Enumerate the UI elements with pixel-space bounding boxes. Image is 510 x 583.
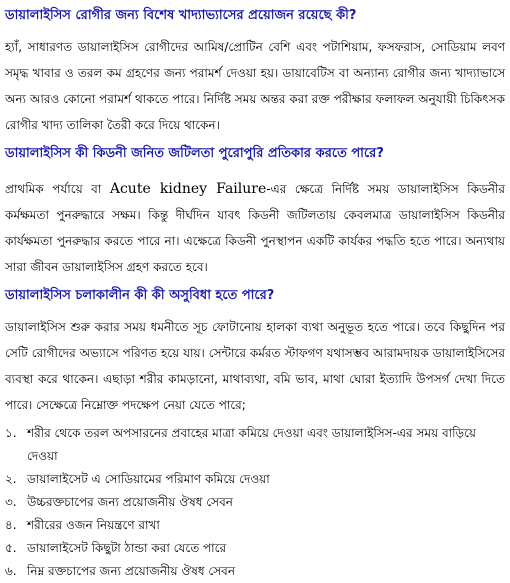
cure-text-end: -এর ক্ষেত্রে নির্দিষ্ট সময় ডায়ালাইসিস কিডনীর কর্মক্ষমতা পুনরুদ্ধারে সক্ষম। কিন্তু দীর্ঘদিন যাবৎ কিডনী জটিলতায় কেবলমাত্র ডায়ালাইসিস কিডনীর কার্যক্ষমতা পুনরুদ্ধার করতে পারে না। এক্ষেত্রে কিডনী পুনস্থাপন একটি কার্যকর পদ্ধতি হতে পারে। অন্যথায় সারা জীবন ডায়ালাইসিস গ্রহণ করতে হবে। [5,182,505,274]
list-item-text: শরীরের ওজন নিয়ন্ত্রণে রাখা [27,518,160,532]
list-item-text: ডায়ালাইসেট কিছুটা ঠান্ডা করা যেতে পারে [27,541,227,555]
remedy-list [5,422,505,583]
list-item-text: ডায়ালাইসেট এ সোডিয়ামের পরিমাণ কমিয়ে দেওয়া [27,472,270,486]
list-item-text: নিম্ন রক্তচাপের জন্য প্রয়োজনীয় ঔষধ সেবন [27,564,236,578]
list-item [5,537,505,560]
section-body-cure [5,176,505,280]
list-item-text: শরীর থেকে তরল অপসারনের প্রবাহের মাত্রা কমিয়ে দেওয়া এবং ডায়ালাইসিস-এর সময় বাড়িয়ে দেওয়া [27,426,477,463]
section-heading-cure: ডায়ালাইসিস কী কিডনী জনিত জটিলতা পুরোপুরি প্রতিকার করতে পারে? [5,146,384,161]
list-item-number: ২. [5,472,17,486]
section-heading-problems: ডায়ালাইসিস চলাকালীন কী কী অসুবিধা হতে পারে? [5,288,275,303]
section-body-problems: ডায়ালাইসিস শুরু করার সময় ধমনীতে সূচ ফোটানোয় হালকা ব্যথা অনুভূত হতে পারে। তবে কিছুদিন পর সেটি রোগীদের অভ্যাসে পরিণত হয়ে যায়। সেন্টারে কর্মরত স্টাফগণ যথাসম্ভব আরামদায়ক ডায়ালাইসিসের ব্যবস্থা করে থাকেন। এছাড়া শরীর কামড়ানো, মাথাব্যথা, বমি ভাব, মাথা ঘোরা ইত্যাদি উপসর্গ দেখা দিতে পারে। সেক্ষেত্রে নিম্নোক্ত পদক্ষেপ নেয়া যেতে পারে; [5,320,505,412]
list-item-text: উচ্চরক্তচাপের জন্য প্রয়োজনীয় ঔষধ সেবন [27,495,233,509]
list-item [5,560,505,583]
list-item-number: ৪. [5,518,17,532]
section-heading-diet: ডায়ালাইসিস রোগীর জন্য বিশেষ খাদ্যাভ্যাসের প্রয়োজন রয়েছে কী? [5,8,357,23]
list-item-number: ৫. [5,541,17,555]
list-item-number: ৬. [5,564,17,578]
list-item [5,422,505,468]
list-item-number: ৩. [5,495,17,509]
cure-text-english: Acute kidney Failure [109,181,267,197]
list-item [5,514,505,537]
cure-text-start: প্রাথমিক পর্যায়ে বা [5,182,110,196]
section-body-diet: হ্যাঁ, সাধারণত ডায়ালাইসিস রোগীদের আমিষ/প্রোটিন বেশি এবং পটাশিয়াম, ফসফরাস, সোডিয়াম লবণ সমৃদ্ধ খাবার ও তরল কম গ্রহণের জন্য পরামর্শ দেওয়া হয়। ডায়াবেটিস বা অন্যান্য রোগীর জন্য খাদ্যাভাসে অন্য আরও কোনো পরামর্শ থাকতে পারে। নির্দিষ্ট সময় অন্তর করা রক্ত পরীক্ষার ফলাফল অনুযায়ী চিকিৎসক রোগীর খাদ্য তালিকা তৈরী করে দিয়ে থাকেন। [5,40,505,132]
list-item [5,468,505,491]
list-item [5,491,505,514]
list-item-number: ১. [5,426,17,440]
